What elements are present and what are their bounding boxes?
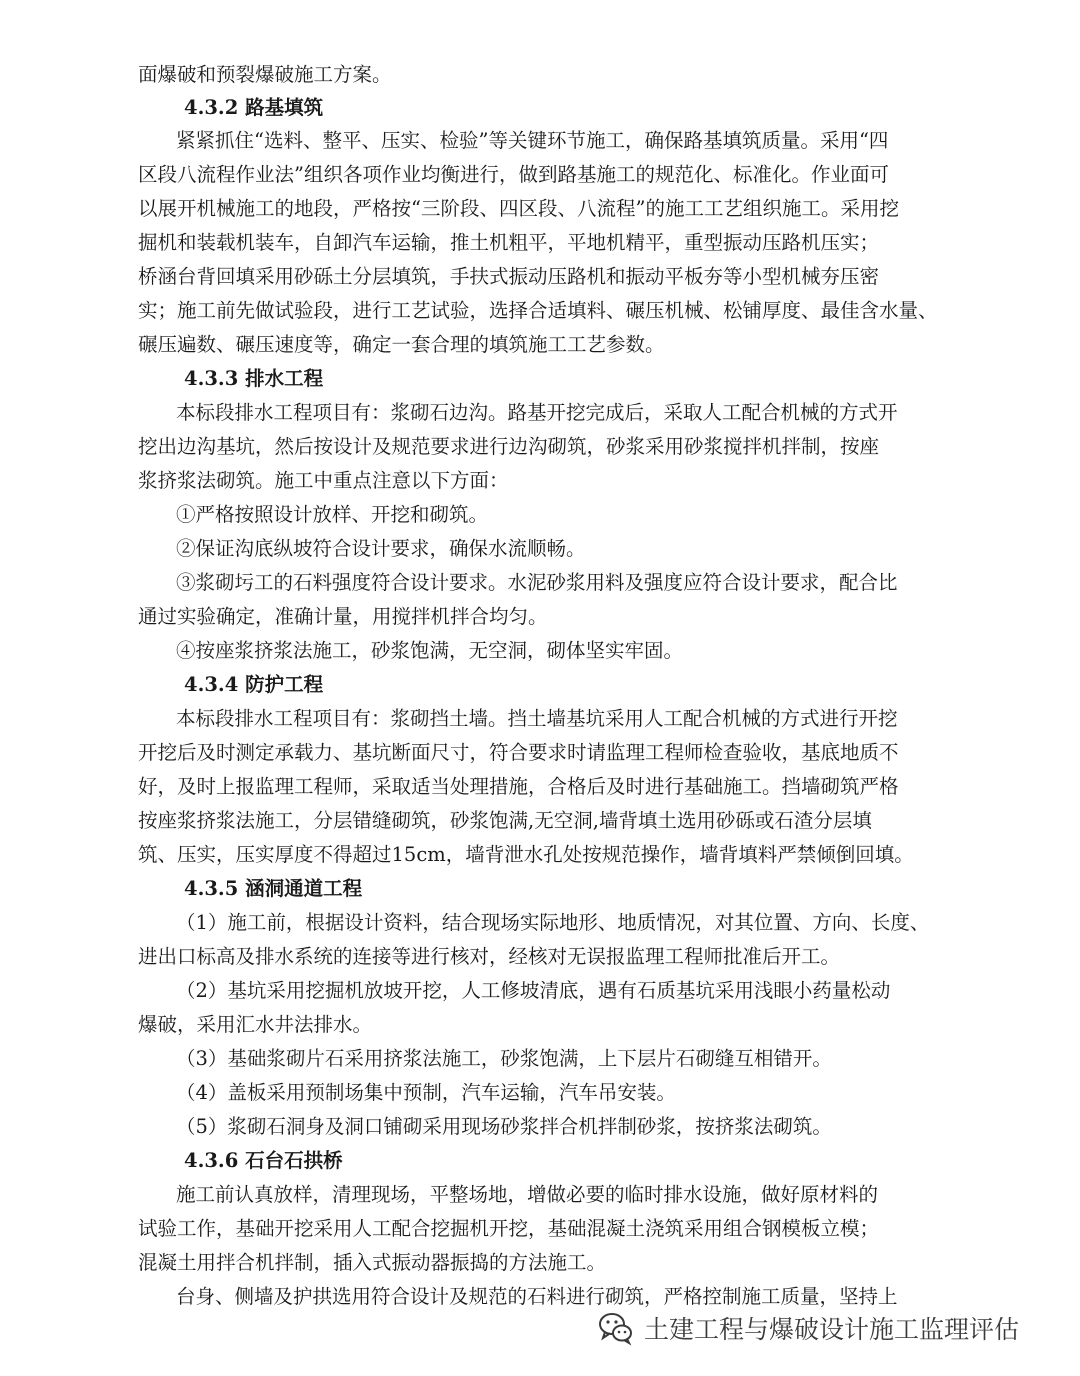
text-line: 施工前认真放样，清理现场，平整场地，增做必要的临时排水设施，做好原材料的 (176, 1183, 879, 1206)
text-line: 面爆破和预裂爆破施工方案。 (138, 63, 392, 86)
section-heading: 4.3.3 排水工程 (184, 367, 324, 390)
watermark (596, 1302, 1019, 1354)
text-line: 区段八流程作业法”组织各项作业均衡进行，做到路基施工的规范化、标准化。作业面可 (138, 163, 889, 186)
text-line: 进出口标高及排水系统的连接等进行核对，经核对无误报监理工程师批准后开工。 (138, 945, 841, 968)
text-line: （2）基坑采用挖掘机放坡开挖，人工修坡清底，遇有石质基坑采用浅眼小药量松动 (176, 979, 891, 1002)
text-line: 浆挤浆法砌筑。施工中重点注意以下方面： (138, 469, 509, 492)
text-line: ③浆砌圬工的石料强度符合设计要求。水泥砂浆用料及强度应符合设计要求，配合比 (176, 571, 898, 594)
text-line: ②保证沟底纵坡符合设计要求，确保水流顺畅。 (176, 537, 586, 560)
watermark-text: 土建工程与爆破设计施工监理评估 (644, 1315, 1020, 1344)
text-line: （1）施工前，根据设计资料，结合现场实际地形、地质情况，对其位置、方向、长度、 (176, 911, 930, 934)
text-line: 以展开机械施工的地段，严格按“三阶段、四区段、八流程”的施工工艺组织施工。采用挖 (138, 197, 899, 220)
text-line: 挖出边沟基坑，然后按设计及规范要求进行边沟砌筑，砂浆采用砂浆搅拌机拌制，按座 (138, 435, 880, 458)
text-line: 实；施工前先做试验段，进行工艺试验，选择合适填料、碾压机械、松铺厚度、最佳含水量、 (138, 299, 938, 322)
text-line: 紧紧抓住“选料、整平、压实、检验”等关键环节施工，确保路基填筑质量。采用“四 (176, 129, 889, 152)
section-heading: 4.3.2 路基填筑 (184, 96, 324, 119)
text-line: 通过实验确定，准确计量，用搅拌机拌合均匀。 (138, 605, 548, 628)
text-line: （4）盖板采用预制场集中预制，汽车运输，汽车吊安装。 (176, 1081, 676, 1104)
section-heading: 4.3.6 石台石拱桥 (184, 1149, 343, 1172)
text-line: ④按座浆挤浆法施工，砂浆饱满，无空洞，砌体坚实牢固。 (176, 639, 684, 662)
text-line: 掘机和装载机装车，自卸汽车运输，推土机粗平，平地机精平，重型振动压路机压实； (138, 231, 880, 254)
text-line: 按座浆挤浆法施工，分层错缝砌筑，砂浆饱满,无空洞,墙背填土选用砂砾或石渣分层填 (138, 809, 872, 832)
text-line: 爆破，采用汇水井法排水。 (138, 1013, 373, 1036)
text-line: 台身、侧墙及护拱选用符合设计及规范的石料进行砌筑，严格控制施工质量，坚持上 (176, 1285, 898, 1308)
text-line: 混凝土用拌合机拌制，插入式振动器振捣的方法施工。 (138, 1251, 607, 1274)
text-line: 试验工作，基础开挖采用人工配合挖掘机开挖，基础混凝土浇筑采用组合钢模板立模； (138, 1217, 880, 1240)
text-line: （5）浆砌石洞身及洞口铺砌采用现场砂浆拌合机拌制砂浆，按挤浆法砌筑。 (176, 1115, 832, 1138)
text-line: （3）基础浆砌片石采用挤浆法施工，砂浆饱满，上下层片石砌缝互相错开。 (176, 1047, 832, 1070)
text-line: 本标段排水工程项目有：浆砌石边沟。路基开挖完成后，采取人工配合机械的方式开 (176, 401, 898, 424)
text-line: 好，及时上报监理工程师，采取适当处理措施，合格后及时进行基础施工。挡墙砌筑严格 (138, 775, 899, 798)
text-line: ①严格按照设计放样、开挖和砌筑。 (176, 503, 489, 526)
text-line: 本标段排水工程项目有：浆砌挡土墙。挡土墙基坑采用人工配合机械的方式进行开挖 (176, 707, 898, 730)
section-heading: 4.3.5 涵洞通道工程 (184, 877, 363, 900)
text-line: 开挖后及时测定承载力、基坑断面尺寸，符合要求时请监理工程师检查验收，基底地质不 (138, 741, 899, 764)
text-line: 筑、压实，压实厚度不得超过15cm，墙背泄水孔处按规范操作，墙背填料严禁倾倒回填。 (138, 843, 914, 866)
text-line: 碾压遍数、碾压速度等，确定一套合理的填筑施工工艺参数。 (138, 333, 665, 356)
text-line: 桥涵台背回填采用砂砾土分层填筑，手扶式振动压路机和振动平板夯等小型机械夯压密 (138, 265, 880, 288)
wechat-icon (596, 1308, 636, 1348)
section-heading: 4.3.4 防护工程 (184, 673, 324, 696)
